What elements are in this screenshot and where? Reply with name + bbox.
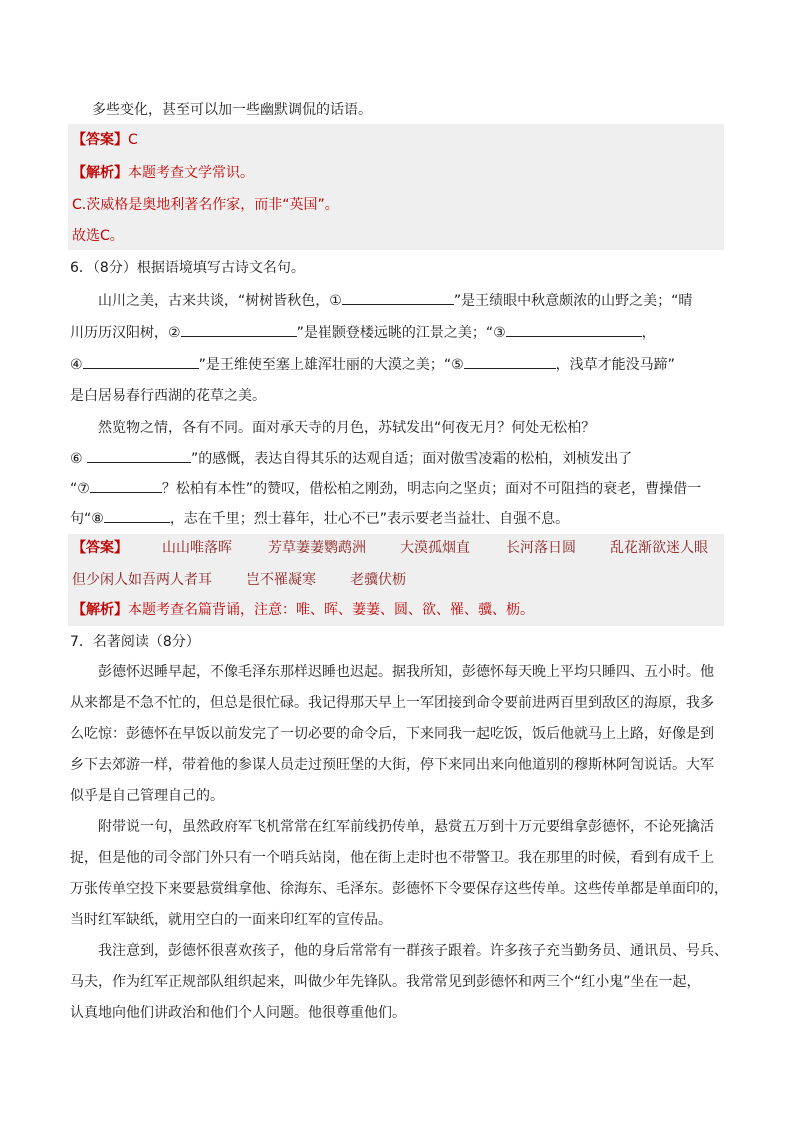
q6-analysis-line <box>72 600 534 620</box>
q6-para2-line4 <box>70 508 569 529</box>
answer-item-7: 岂不罹凝寒 <box>246 572 316 588</box>
q7-header: 7．名著阅读（8分） <box>70 634 200 650</box>
answer-item-2: 芳草萋萋鹦鹉洲 <box>268 540 366 556</box>
q5-answer-line <box>72 130 138 150</box>
passage-line: 捉，但是他的司令部门外只有一个哨兵站岗，他在街上走时也不带警卫。我在那里的时候，看到有成千上 <box>70 850 714 866</box>
text: ”是王绩眼中秋意颇浓的山野之美；“晴 <box>453 293 693 309</box>
analysis-tag: 【解析】 <box>72 165 128 181</box>
passage-line: 认真地向他们讲政治和他们个人问题。他很尊重他们。 <box>70 1005 406 1021</box>
q6-para1-line4: 是白居易春行西湖的花草之美。 <box>70 388 266 404</box>
answer-tag: 【答案】 <box>72 540 128 556</box>
q6-para1-line1 <box>98 290 692 311</box>
answer-item-6: 但少闲人如吾两人者耳 <box>72 572 212 588</box>
fill-blank-3[interactable] <box>506 322 642 337</box>
answer-item-1: 山山唯落晖 <box>162 540 232 556</box>
q5-detail: C.茨威格是奥地利著名作家，而非“英国”。 <box>72 197 339 213</box>
text: “⑦ <box>70 481 90 497</box>
text: 山川之美，古来共谈，“树树皆秋色，① <box>98 293 342 309</box>
fill-blank-7[interactable] <box>90 478 162 493</box>
q6-para1-line2 <box>70 322 656 343</box>
q6-answer-tag-line <box>72 538 128 558</box>
fill-blank-4[interactable] <box>83 354 199 369</box>
text: ④ <box>70 357 83 373</box>
passage-line: 当时红军缺纸，就用空白的一面来印红军的宣传品。 <box>70 912 392 928</box>
q6-para2-line1: 然览物之情，各有不同。面对承天寺的月色，苏轼发出“何夜无月？何处无松柏？ <box>98 420 596 436</box>
text: 句“⑧ <box>70 511 104 527</box>
answer-item-5: 乱花渐欲迷人眼 <box>610 540 708 556</box>
passage-line: 乡下去郊游一样，带着他的参谋人员走过预旺堡的大街，停下来同出来向他道别的穆斯林阿訇说话。大军 <box>70 757 714 773</box>
fill-blank-6[interactable] <box>87 448 191 463</box>
q6-header: 6．（8分）根据语境填写古诗文名句。 <box>70 260 305 276</box>
text: ？松柏有本性”的赞叹，借松柏之刚劲，明志向之坚贞；面对不可阻挡的衰老，曹操借一 <box>161 481 702 497</box>
text: ”是王维使至塞上雄浑壮丽的大漠之美；“⑤ <box>198 357 464 373</box>
passage-line: 从来都是不急不忙的，但总是很忙碌。我记得那天早上一军团接到命令要前进两百里到敌区的海原，我多 <box>70 695 714 711</box>
answer-item-8: 老骥伏枥 <box>350 572 406 588</box>
passage-line: 我注意到，彭德怀很喜欢孩子，他的身后常常有一群孩子跟着。许多孩子充当勤务员、通讯员、号兵、 <box>98 943 728 959</box>
text: ，浅草才能没马蹄” <box>555 357 675 373</box>
passage-line: 彭德怀迟睡早起，不像毛泽东那样迟睡也迟起。据我所知，彭德怀每天晚上平均只睡四、五小时。他 <box>98 664 714 680</box>
passage-line: 么吃惊：彭德怀在早饭以前发完了一切必要的命令后，下来同我一起吃饭，饭后他就马上上路，好像是到 <box>70 726 714 742</box>
answer-item-4: 长河落日圆 <box>506 540 576 556</box>
q5-answer-box <box>68 124 724 250</box>
text: ⑥ <box>70 451 83 467</box>
q6-para2-line3 <box>70 478 701 499</box>
q6-para1-line3 <box>70 354 675 375</box>
q6-para2-line2 <box>70 448 632 469</box>
fill-blank-2[interactable] <box>181 322 297 337</box>
continuation-line: 多些变化，甚至可以加一些幽默调侃的话语。 <box>92 102 372 118</box>
text: ”的感慨，表达自得其乐的达观自适；面对傲雪凌霜的松柏，刘桢发出了 <box>191 451 633 467</box>
text: ”是崔颢登楼远眺的江景之美；“③ <box>296 325 506 341</box>
passage-line: 附带说一句，虽然政府军飞机常常在红军前线扔传单，悬赏五万到十万元要缉拿彭德怀，不论死擒活 <box>98 819 714 835</box>
fill-blank-1[interactable] <box>342 290 454 305</box>
text: 川历历汉阳树，② <box>70 325 181 341</box>
analysis-text: 本题考查名篇背诵，注意：唯、晖、萋萋、圆、欲、罹、骥、枥。 <box>128 602 534 618</box>
answer-value: C <box>128 132 138 148</box>
text: ，志在千里；烈士暮年，壮心不已”表示要老当益壮、自强不息。 <box>169 511 570 527</box>
passage-line: 似乎是自己管理自己的。 <box>70 788 224 804</box>
analysis-text: 本题考查文学常识。 <box>128 165 254 181</box>
text: ， <box>641 325 656 341</box>
answer-tag: 【答案】 <box>72 132 128 148</box>
answer-item-3: 大漠孤烟直 <box>400 540 470 556</box>
fill-blank-8[interactable] <box>104 508 170 523</box>
fill-blank-5[interactable] <box>464 354 556 369</box>
passage-line: 马夫，作为红军正规部队组织起来，叫做少年先锋队。我常常见到彭德怀和两三个“红小鬼”坐在一起， <box>70 974 701 990</box>
q5-conclusion: 故选C。 <box>72 228 124 244</box>
q5-analysis-line <box>72 163 254 183</box>
passage-line: 万张传单空投下来要悬赏缉拿他、徐海东、毛泽东。彭德怀下令要保存这些传单。这些传单都是单面印的， <box>70 881 728 897</box>
analysis-tag: 【解析】 <box>72 602 128 618</box>
